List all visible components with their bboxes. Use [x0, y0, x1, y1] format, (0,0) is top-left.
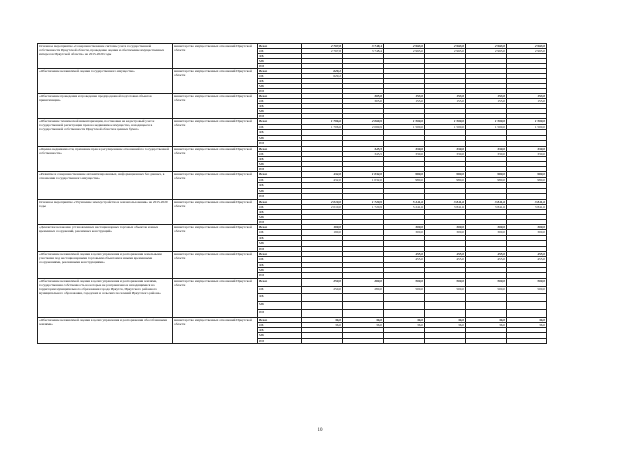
funding-source-cell: Всего: [258, 69, 302, 74]
amount-cell: [466, 338, 507, 343]
amount-cell: 1 500,0: [507, 124, 547, 130]
amount-cell: 36,0: [384, 317, 425, 322]
amount-cell: [466, 302, 507, 310]
amount-cell: 250,0: [302, 278, 343, 286]
amount-cell: 36,0: [425, 317, 466, 322]
amount-cell: [343, 294, 384, 302]
amount-cell: 330,0: [466, 146, 507, 151]
amount-cell: 153,0: [425, 99, 466, 104]
amount-cell: 980,0: [466, 171, 507, 177]
amount-cell: 345,5: [343, 146, 384, 151]
amount-cell: [384, 338, 425, 343]
amount-cell: [425, 338, 466, 343]
amount-cell: 455,0: [425, 257, 466, 262]
amount-cell: [384, 294, 425, 302]
amount-cell: 1 500,0: [425, 119, 466, 125]
page-number: 10: [317, 428, 323, 433]
funding-source-cell: МБ: [258, 214, 302, 219]
funding-source-cell: ОБ: [258, 323, 302, 328]
activity-name-cell: Основное мероприятие «Улучшение землеустройства и землепользования» на 2015-2020 годы: [38, 199, 173, 224]
amount-cell: 153,0: [384, 94, 425, 99]
funding-source-cell: МБ: [258, 302, 302, 310]
funding-source-cell: ФБ: [258, 328, 302, 333]
amount-cell: 500,0: [466, 286, 507, 294]
funding-source-cell: ФБ: [258, 130, 302, 136]
amount-cell: 153,0: [466, 94, 507, 99]
executor-cell: министерство имущественных отношений Иркутской области: [173, 146, 258, 171]
activity-name-cell: «Оценка недвижимости, признание прав и регулирование отношений по государственной собственности»: [38, 146, 173, 171]
amount-cell: 629,2: [302, 74, 343, 79]
amount-cell: 1 720,9: [343, 199, 384, 204]
budget-table: [37, 43, 547, 344]
funding-source-cell: ИИ: [258, 114, 302, 119]
amount-cell: 330,0: [466, 151, 507, 156]
funding-source-cell: ФБ: [258, 156, 302, 161]
amount-cell: 300,0: [466, 230, 507, 235]
amount-cell: 980,0: [425, 171, 466, 177]
amount-cell: 2 963,0: [425, 44, 466, 49]
funding-source-cell: ИИ: [258, 166, 302, 171]
amount-cell: 345,5: [343, 151, 384, 156]
executor-cell: министерство имущественных отношений Иркутской области: [173, 69, 258, 94]
amount-cell: 1 500,0: [384, 124, 425, 130]
funding-source-cell: ФБ: [258, 79, 302, 84]
amount-cell: 330,0: [425, 151, 466, 156]
amount-cell: 455,0: [507, 257, 547, 262]
amount-cell: 3 841,6: [425, 204, 466, 209]
funding-source-cell: ИИ: [258, 246, 302, 251]
budget-table-sheet: [37, 43, 546, 344]
amount-cell: [302, 302, 343, 310]
amount-cell: 500,0: [507, 286, 547, 294]
funding-source-cell: ИИ: [258, 273, 302, 278]
activity-name-cell: «Демонтаж незаконно установленных нестационарных торговых объектов и иных временных сооружений, рекламных конструкций»: [38, 224, 173, 251]
amount-cell: 432,0: [302, 171, 343, 177]
amount-cell: 36,0: [302, 323, 343, 328]
funding-source-cell: ОБ: [258, 99, 302, 104]
activity-name-cell: «Обеспечение независимой оценки в целях управления и распоряжения обособленными землями»: [38, 317, 173, 343]
table-body: [38, 44, 547, 344]
amount-cell: 280,0: [343, 278, 384, 286]
funding-source-cell: Всего: [258, 119, 302, 125]
amount-cell: 36,0: [466, 317, 507, 322]
amount-cell: 2 010,0: [302, 204, 343, 209]
funding-source-cell: Всего: [258, 251, 302, 256]
amount-cell: [302, 338, 343, 343]
amount-cell: 2 767,8: [302, 49, 343, 54]
table-row: [38, 278, 547, 286]
funding-source-cell: ОБ: [258, 74, 302, 79]
amount-cell: 500,0: [384, 278, 425, 286]
amount-cell: 1 720,9: [343, 204, 384, 209]
amount-cell: 2 963,0: [425, 49, 466, 54]
funding-source-cell: ОБ: [258, 124, 302, 130]
amount-cell: [507, 338, 547, 343]
funding-source-cell: МБ: [258, 241, 302, 246]
amount-cell: 500,0: [425, 278, 466, 286]
amount-cell: 1 500,0: [507, 119, 547, 125]
funding-source-cell: Всего: [258, 278, 302, 286]
amount-cell: [302, 310, 343, 318]
amount-cell: [343, 310, 384, 318]
amount-cell: [466, 310, 507, 318]
funding-source-cell: Всего: [258, 317, 302, 322]
amount-cell: 2 963,0: [507, 49, 547, 54]
funding-source-cell: ОБ: [258, 204, 302, 209]
amount-cell: 455,0: [466, 251, 507, 256]
amount-cell: 1 706,6: [302, 124, 343, 130]
amount-cell: 305,0: [343, 99, 384, 104]
amount-cell: 2 963,0: [466, 44, 507, 49]
funding-source-cell: Всего: [258, 171, 302, 177]
funding-source-cell: МБ: [258, 109, 302, 114]
amount-cell: 980,0: [384, 171, 425, 177]
amount-cell: 3 841,6: [507, 199, 547, 204]
funding-source-cell: МБ: [258, 268, 302, 273]
funding-source-cell: Всего: [258, 146, 302, 151]
amount-cell: 1 500,0: [466, 119, 507, 125]
amount-cell: 300,0: [507, 230, 547, 235]
amount-cell: [425, 294, 466, 302]
amount-cell: 300,0: [384, 230, 425, 235]
amount-cell: [466, 294, 507, 302]
funding-source-cell: ИИ: [258, 219, 302, 224]
amount-cell: 300,0: [466, 224, 507, 229]
amount-cell: 980,0: [466, 177, 507, 183]
funding-source-cell: ФБ: [258, 262, 302, 267]
amount-cell: 153,0: [425, 94, 466, 99]
amount-cell: 5 241,6: [384, 204, 425, 209]
amount-cell: 300,0: [507, 224, 547, 229]
amount-cell: 330,0: [507, 151, 547, 156]
amount-cell: 36,0: [425, 323, 466, 328]
amount-cell: 2 010,0: [302, 199, 343, 204]
amount-cell: 3 748,4: [343, 44, 384, 49]
amount-cell: 330,0: [384, 151, 425, 156]
funding-source-cell: МБ: [258, 135, 302, 141]
amount-cell: 455,0: [425, 251, 466, 256]
amount-cell: 455,0: [507, 251, 547, 256]
amount-cell: 2 963,0: [466, 49, 507, 54]
amount-cell: 500,0: [425, 286, 466, 294]
funding-source-cell: ФБ: [258, 54, 302, 59]
activity-name-cell: «Обеспечение технической инвентаризации, постановки на кадастровый учет и государственной регистрации прав на недвижимое имущество, находящееся в государственной собственности Иркутской области и ценных бумаг»: [38, 119, 173, 147]
amount-cell: 36,0: [507, 317, 547, 322]
amount-cell: 305,0: [343, 94, 384, 99]
amount-cell: 629,2: [302, 69, 343, 74]
amount-cell: 1 706,6: [302, 119, 343, 125]
funding-source-cell: ОБ: [258, 151, 302, 156]
amount-cell: 190,0: [302, 230, 343, 235]
amount-cell: [507, 302, 547, 310]
funding-source-cell: МБ: [258, 84, 302, 89]
amount-cell: 5 241,6: [384, 199, 425, 204]
executor-cell: министерство имущественных отношений Иркутской области: [173, 224, 258, 251]
amount-cell: 36,0: [302, 317, 343, 322]
amount-cell: 3 841,6: [466, 199, 507, 204]
amount-cell: 2 767,8: [302, 44, 343, 49]
amount-cell: 980,0: [384, 177, 425, 183]
amount-cell: 2 069,9: [343, 119, 384, 125]
funding-source-cell: ИИ: [258, 64, 302, 69]
executor-cell: министерство имущественных отношений Иркутской области: [173, 94, 258, 119]
executor-cell: министерство имущественных отношений Иркутской области: [173, 171, 258, 199]
amount-cell: [384, 302, 425, 310]
funding-source-cell: ИИ: [258, 194, 302, 200]
funding-source-cell: МБ: [258, 188, 302, 194]
amount-cell: [302, 294, 343, 302]
amount-cell: 330,0: [507, 146, 547, 151]
funding-source-cell: ИИ: [258, 338, 302, 343]
funding-source-cell: Всего: [258, 224, 302, 229]
amount-cell: 455,0: [384, 257, 425, 262]
amount-cell: 2 963,0: [384, 44, 425, 49]
executor-cell: министерство имущественных отношений Иркутской области: [173, 199, 258, 224]
activity-name-cell: «Развитие и совершенствование автоматизированных, информационных баз данных, в отношении государственного имущества»: [38, 171, 173, 199]
funding-source-cell: МБ: [258, 59, 302, 64]
amount-cell: 153,0: [466, 99, 507, 104]
amount-cell: 500,0: [507, 278, 547, 286]
amount-cell: 1 032,0: [343, 171, 384, 177]
funding-source-cell: ФБ: [258, 183, 302, 189]
amount-cell: 280,0: [343, 286, 384, 294]
funding-source-cell: ОБ: [258, 257, 302, 262]
amount-cell: 500,0: [384, 286, 425, 294]
amount-cell: 980,0: [507, 177, 547, 183]
amount-cell: 36,0: [343, 317, 384, 322]
activity-name-cell: Основное мероприятие «Совершенствование системы учета государственной собственности Иркутской области, проведение оценки и обеспечение имущественных интересов Иркутской области» на 2015-2020 годы: [38, 44, 173, 69]
amount-cell: 455,0: [466, 257, 507, 262]
amount-cell: [384, 310, 425, 318]
funding-source-cell: ИИ: [258, 141, 302, 147]
amount-cell: 36,0: [384, 323, 425, 328]
activity-name-cell: «Обеспечение независимой оценки в целях управления и распоряжения землями, государственная собственность на которые не разграничена и находящимися на территории муниципального образования города Иркутск, Иркутского районного муниципального образования, городских и сельских поселений Иркутского района»: [38, 278, 173, 317]
funding-source-cell: ОБ: [258, 177, 302, 183]
amount-cell: 980,0: [425, 177, 466, 183]
executor-cell: министерство имущественных отношений Иркутской области: [173, 251, 258, 278]
amount-cell: 36,0: [466, 323, 507, 328]
amount-cell: 300,0: [425, 224, 466, 229]
amount-cell: [507, 294, 547, 302]
amount-cell: 1 500,0: [466, 124, 507, 130]
amount-cell: 500,0: [466, 278, 507, 286]
amount-cell: 36,0: [343, 323, 384, 328]
funding-source-cell: ОБ: [258, 286, 302, 294]
funding-source-cell: ИИ: [258, 89, 302, 94]
amount-cell: 3 841,6: [425, 199, 466, 204]
amount-cell: 1 500,0: [425, 124, 466, 130]
funding-source-cell: Всего: [258, 199, 302, 204]
amount-cell: [343, 338, 384, 343]
amount-cell: 2 963,0: [384, 49, 425, 54]
amount-cell: 330,0: [384, 146, 425, 151]
amount-cell: 1 500,0: [384, 119, 425, 125]
funding-source-cell: ФБ: [258, 104, 302, 109]
amount-cell: 153,0: [507, 94, 547, 99]
activity-name-cell: «Обеспечение независимой оценки государственного имущества»: [38, 69, 173, 94]
amount-cell: 153,0: [507, 99, 547, 104]
funding-source-cell: Всего: [258, 44, 302, 49]
amount-cell: 432,0: [302, 177, 343, 183]
funding-source-cell: ФБ: [258, 294, 302, 302]
amount-cell: 153,0: [384, 99, 425, 104]
executor-cell: министерство имущественных отношений Иркутской области: [173, 119, 258, 147]
amount-cell: [507, 310, 547, 318]
activity-name-cell: «Обеспечение независимой оценки в целях управления и распоряжения земельными участками под нестационарными торговыми объектами и иными временными сооружениями, рекламными конструкциями»: [38, 251, 173, 278]
amount-cell: 190,0: [302, 224, 343, 229]
funding-source-cell: Всего: [258, 94, 302, 99]
amount-cell: [425, 310, 466, 318]
amount-cell: [343, 302, 384, 310]
executor-cell: министерство имущественных отношений Иркутской области: [173, 278, 258, 317]
funding-source-cell: ФБ: [258, 209, 302, 214]
amount-cell: 330,0: [425, 146, 466, 151]
executor-cell: министерство имущественных отношений Иркутской области: [173, 317, 258, 343]
amount-cell: 3 841,6: [507, 204, 547, 209]
funding-source-cell: ИИ: [258, 310, 302, 318]
amount-cell: 1 032,0: [343, 177, 384, 183]
amount-cell: 2 963,0: [507, 44, 547, 49]
funding-source-cell: ОБ: [258, 49, 302, 54]
funding-source-cell: ФБ: [258, 235, 302, 240]
activity-name-cell: «Обеспечение проведения и проведение предпродажной подготовки объектов приватизации»: [38, 94, 173, 119]
funding-source-cell: МБ: [258, 161, 302, 166]
funding-source-cell: ОБ: [258, 230, 302, 235]
amount-cell: [425, 302, 466, 310]
amount-cell: 455,0: [384, 251, 425, 256]
executor-cell: министерство имущественных отношений Иркутской области: [173, 44, 258, 69]
amount-cell: 250,0: [302, 286, 343, 294]
amount-cell: 980,0: [507, 171, 547, 177]
amount-cell: 3 841,6: [466, 204, 507, 209]
amount-cell: 300,0: [425, 230, 466, 235]
amount-cell: 3 748,4: [343, 49, 384, 54]
amount-cell: 36,0: [507, 323, 547, 328]
funding-source-cell: МБ: [258, 333, 302, 338]
amount-cell: 300,0: [384, 224, 425, 229]
amount-cell: 2 069,9: [343, 124, 384, 130]
